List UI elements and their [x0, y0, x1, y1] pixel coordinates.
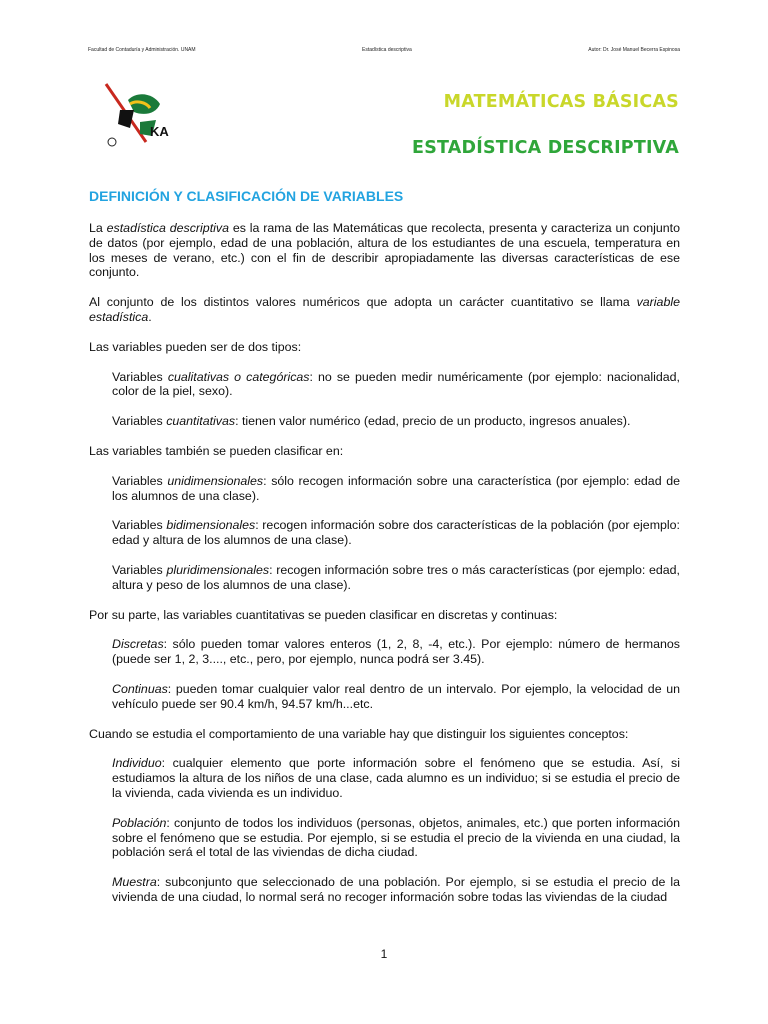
list-item: Discretas: sólo pueden tomar valores enteros (1, 2, 8, -4, etc.). Por ejemplo: número de hermanos (puede ser 1, 2, 3...., etc., pero, por ejemplo, nunca podrá ser 3.45).	[112, 637, 680, 667]
list-item: Variables cualitativas o categóricas: no se pueden medir numéricamente (por ejemplo: nacionalidad, color de la piel, sexo).	[112, 369, 680, 399]
list-item: Variables unidimensionales: sólo recogen información sobre una característica (por ejemplo: edad de los alumnos de una clase).	[112, 473, 680, 503]
list-item: Muestra: subconjunto que seleccionado de una población. Por ejemplo, si se estudia el precio de la vivienda de una ciudad, lo normal será no recoger información sobre todas las viviendas de la ciudad	[112, 875, 680, 904]
paragraph: Las variables también se pueden clasificar en:	[89, 443, 344, 458]
document-body	[89, 188, 680, 920]
logo-black-shape	[118, 110, 134, 128]
paragraph: Cuando se estudia el comportamiento de una variable hay que distinguir los siguientes conceptos:	[89, 726, 629, 741]
page-number: 1	[380, 947, 388, 961]
course-title: MATEMÁTICAS BÁSICAS	[443, 92, 679, 112]
institution-logo	[100, 80, 176, 154]
running-header-author: Autor: Dr. José Manuel Becerra Espinosa	[588, 47, 680, 53]
section-heading: DEFINICIÓN Y CLASIFICACIÓN DE VARIABLES	[89, 188, 404, 204]
list-item: Continuas: pueden tomar cualquier valor real dentro de un intervalo. Por ejemplo, la velocidad de un vehículo puede ser 90.4 km/h, 94.57 km/h...etc.	[112, 681, 680, 711]
paragraph: Las variables pueden ser de dos tipos:	[89, 339, 302, 354]
paragraph: Por su parte, las variables cuantitativas se pueden clasificar en discretas y continuas:	[89, 607, 558, 622]
paragraph: Al conjunto de los distintos valores numéricos que adopta un carácter cuantitativo se llama variable estadística.	[89, 295, 680, 324]
list-item: Variables pluridimensionales: recogen información sobre tres o más características (por ejemplo: edad, altura y peso de los alumnos de una clase).	[112, 562, 680, 592]
topic-title: ESTADÍSTICA DESCRIPTIVA	[412, 138, 679, 158]
paragraph: La estadística descriptiva es la rama de las Matemáticas que recolecta, presenta y caracteriza un conjunto de datos (por ejemplo, edad de una población, altura de los estudiantes de una escuela, temperatura en los meses de verano, etc.) con el fin de describir apropiadamente las diversas características de ese conjunto.	[89, 221, 681, 280]
logo-seal-circle	[108, 138, 116, 146]
running-header-subject: Estadística descriptiva	[362, 47, 412, 53]
running-header-institution: Facultad de Contaduría y Administración. UNAM	[88, 47, 196, 53]
list-item: Población: conjunto de todos los individuos (personas, objetos, animales, etc.) que porten información sobre el fenómeno que se estudia. Por ejemplo, si se estudia el precio de la vivienda en una ciudad, la población será el total de las viviendas de dicha ciudad.	[112, 815, 680, 860]
logo-text: KA	[150, 124, 169, 139]
list-item: Individuo: cualquier elemento que porte información sobre el fenómeno que se estudia. Así, si estudiamos la altura de los niños de una clase, cada alumno es un individuo; si se estudia el precio de la vivienda, cada vivienda es un individuo.	[112, 756, 680, 800]
list-item: Variables cuantitativas: tienen valor numérico (edad, precio de un producto, ingresos anuales).	[112, 414, 631, 429]
list-item: Variables bidimensionales: recogen información sobre dos características de la población (por ejemplo: edad y altura de los alumnos de una clase).	[112, 518, 680, 548]
